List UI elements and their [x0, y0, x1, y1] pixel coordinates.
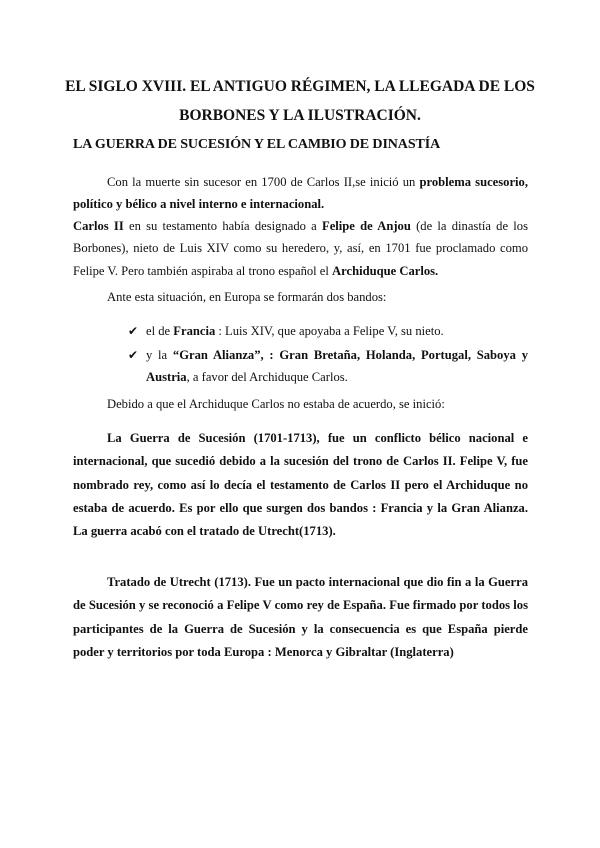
paragraph-war-start: Debido a que el Archiduque Carlos no estaba de acuerdo, se inició:: [107, 397, 445, 411]
paragraph-succession-problem: [73, 171, 528, 216]
paragraph-text: Con la muerte sin sucesor en 1700 de Carlos II,se inició un: [107, 175, 420, 189]
emphasis-archiduque: Archiduque Carlos.: [332, 263, 439, 278]
paragraph-text: (de la dinastía de los Borbones), nieto de Luis XIV como su heredero, y, así, en 1701 fue proclamado como Felipe V. Pero también aspiraba al trono español el: [73, 219, 528, 278]
paragraph-two-sides: Ante esta situación, en Europa se formarán dos bandos:: [107, 290, 387, 304]
paragraph-testament: [73, 215, 528, 282]
list-item-text: y la: [146, 348, 173, 362]
paragraph-war-of-succession: La Guerra de Sucesión (1701-1713), fue un conflicto bélico nacional e internacional, que sucedió debido a la sucesión del trono de Carlos II. Felipe V, fue nombrado rey, como así lo decía el testamento de Carlos II pero el Archiduque no estaba de acuerdo. Es por ello que surgen dos bandos : Francia y la Gran Alianza. La guerra acabó con el tratado de Utrecht(1713).: [73, 431, 528, 539]
paragraph-text: en su testamento había designado a: [123, 219, 322, 233]
emphasis-felipe-anjou: Felipe de Anjou: [322, 219, 411, 233]
section-title: LA GUERRA DE SUCESIÓN Y EL CAMBIO DE DINASTÍA: [73, 137, 441, 152]
list-item: [128, 344, 528, 388]
list-item-text: : Luis XIV, que apoyaba a Felipe V, su nieto.: [215, 324, 444, 338]
list-item-text: el de: [146, 324, 174, 338]
checkmark-icon: ✔: [128, 324, 139, 338]
list-item-text: , a favor del Archiduque Carlos.: [186, 370, 348, 384]
list-item: [128, 320, 528, 342]
list-item-emphasis: “Gran Alianza”, : Gran Bretaña, Holanda, Portugal, Saboya y Austria: [146, 348, 528, 384]
list-item-emphasis: Francia: [173, 324, 216, 338]
emphasis-text: problema sucesorio, político y bélico a nivel interno e internacional.: [73, 175, 528, 212]
sides-list: [128, 320, 528, 390]
paragraph-treaty-utrecht: Tratado de Utrecht (1713). Fue un pacto internacional que dio fin a la Guerra de Sucesión y se reconoció a Felipe V como rey de España. Fue firmado por todos los participantes de la Guerra de Sucesión y la consecuencia es que España pierde poder y territorios por toda Europa : Menorca y Gibraltar (Inglaterra): [73, 575, 528, 659]
document-title: EL SIGLO XVIII. EL ANTIGUO RÉGIMEN, LA LLEGADA DE LOS BORBONES Y LA ILUSTRACIÓN.: [65, 78, 535, 124]
emphasis-carlos-ii: Carlos II: [73, 219, 124, 233]
checkmark-icon: ✔: [128, 348, 139, 362]
